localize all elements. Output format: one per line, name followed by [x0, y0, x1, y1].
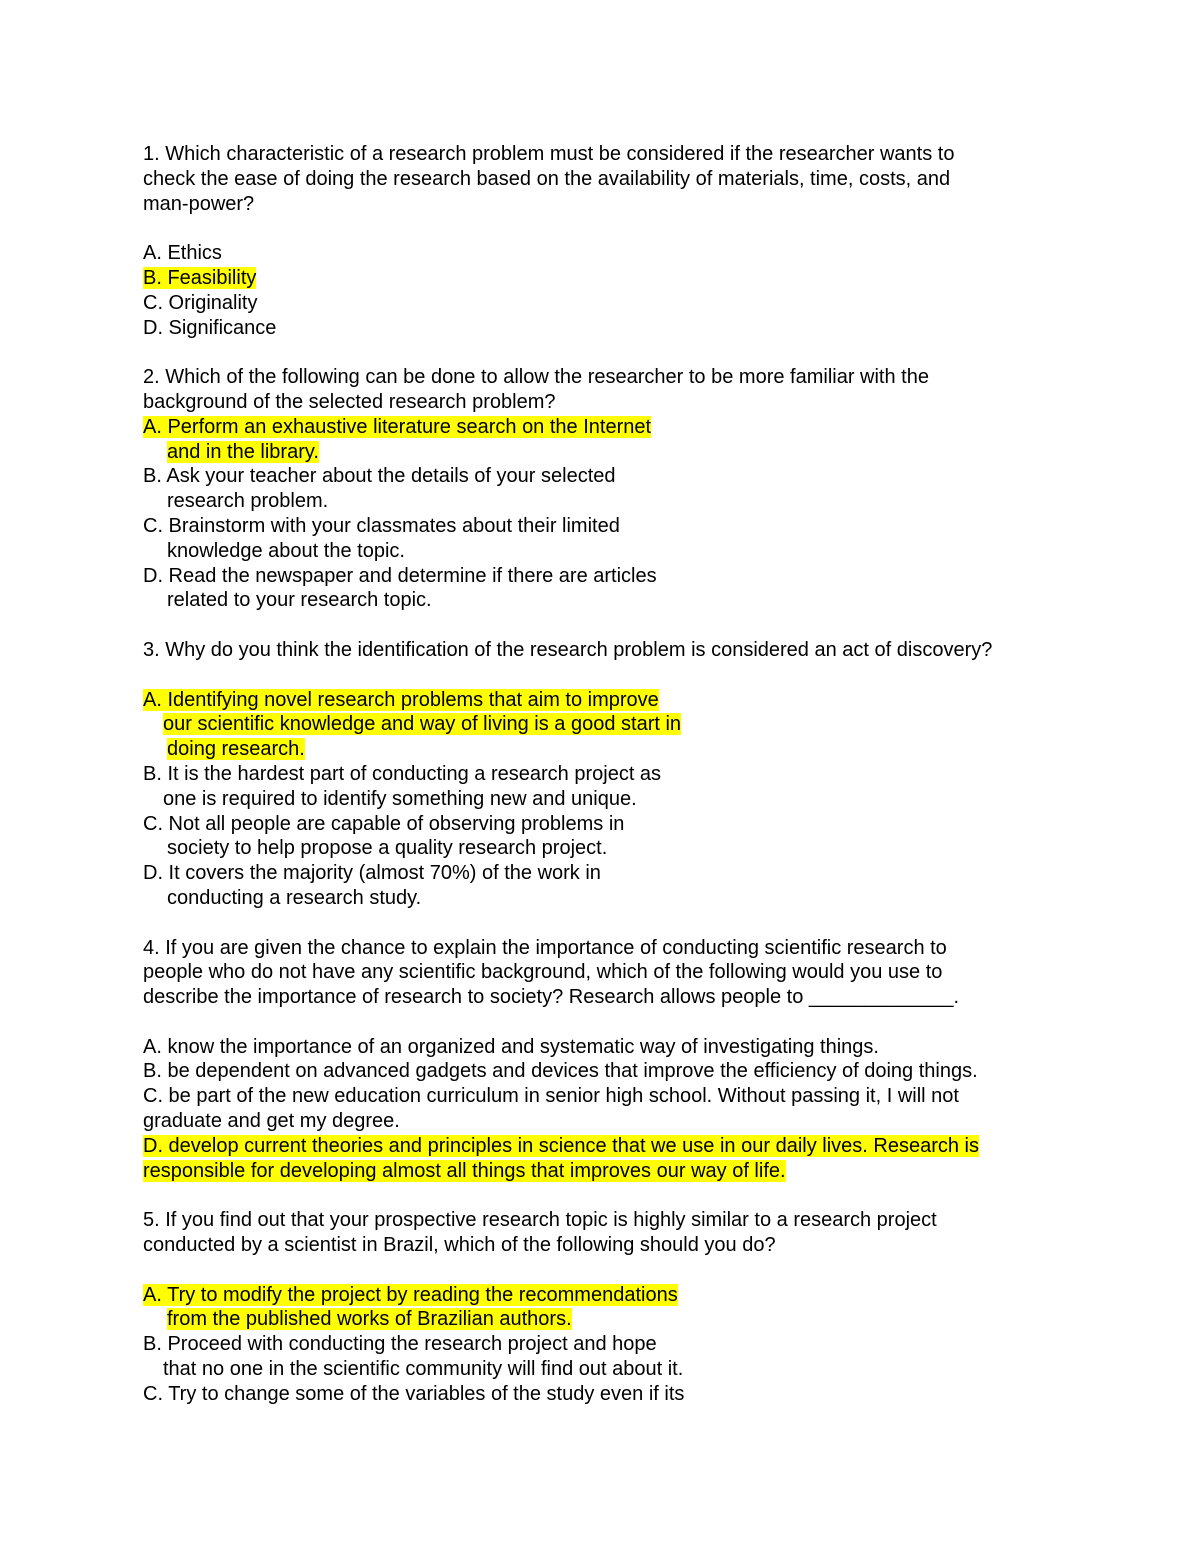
spacer: [143, 613, 1063, 638]
question-2-stem-line-1: 2. Which of the following can be done to allow the researcher to be more familiar with the: [143, 366, 929, 389]
question-3-option-d-line-1: D. It covers the majority (almost 70%) of the work in: [143, 862, 601, 885]
question-5-option-a-line-1: A. Try to modify the project by reading the recommendations: [143, 1283, 678, 1306]
question-4-option-d-line-1: D. develop current theories and principles in science that we use in our daily lives. Research is: [143, 1134, 979, 1157]
question-2-option-a-line-2: and in the library.: [167, 440, 319, 463]
question-4-option-d-line-2: responsible for developing almost all things that improves our way of life.: [143, 1159, 786, 1182]
question-3-option-d-line-2: conducting a research study.: [167, 886, 422, 909]
question-1-stem-line-1: 1. Which characteristic of a research problem must be considered if the researcher wants to: [143, 143, 955, 165]
question-1: [143, 142, 1063, 340]
question-5-stem-line-1: 5. If you find out that your prospective research topic is highly similar to a research project: [143, 1209, 937, 1232]
question-2-option-d-line-2: related to your research topic.: [167, 589, 432, 612]
question-4-option-b: B. be dependent on advanced gadgets and devices that improve the efficiency of doing things.: [143, 1060, 978, 1083]
question-5-option-b-line-1: B. Proceed with conducting the research project and hope: [143, 1333, 657, 1356]
question-4: [143, 936, 1063, 1184]
spacer: [143, 216, 1063, 241]
question-4-stem-line-2: people who do not have any scientific background, which of the following would you use to: [143, 961, 943, 984]
question-3: [143, 638, 1063, 911]
question-3-option-c-line-2: society to help propose a quality research project.: [167, 837, 608, 860]
question-3-stem: 3. Why do you think the identification of the research problem is considered an act of discovery?: [143, 638, 993, 661]
question-4-stem-line-3: describe the importance of research to society? Research allows people to _____________.: [143, 986, 960, 1009]
question-5: [143, 1208, 1063, 1406]
question-5-stem-line-2: conducted by a scientist in Brazil, which of the following should you do?: [143, 1234, 776, 1257]
question-3-option-a-line-3: doing research.: [167, 738, 305, 761]
spacer: [143, 1183, 1063, 1208]
spacer: [143, 663, 1063, 688]
question-2-stem-line-2: background of the selected research problem?: [143, 390, 556, 413]
question-1-option-d: D. Significance: [143, 316, 277, 339]
question-1-option-c: C. Originality: [143, 291, 258, 314]
spacer: [143, 1010, 1063, 1035]
question-2-option-b-line-1: B. Ask your teacher about the details of your selected: [143, 465, 616, 488]
spacer: [143, 911, 1063, 936]
question-2-option-c-line-1: C. Brainstorm with your classmates about their limited: [143, 514, 620, 537]
document-page: [143, 142, 1063, 1407]
question-2: [143, 365, 1063, 613]
question-1-stem-line-2: check the ease of doing the research based on the availability of materials, time, costs, and: [143, 167, 951, 190]
question-4-option-c-line-2: graduate and get my degree.: [143, 1110, 400, 1133]
question-2-option-a-line-1: A. Perform an exhaustive literature search on the Internet: [143, 415, 652, 438]
question-2-option-d-line-1: D. Read the newspaper and determine if there are articles: [143, 564, 657, 587]
spacer: [143, 340, 1063, 365]
question-5-option-c-line-1: C. Try to change some of the variables of the study even if its: [143, 1382, 685, 1405]
question-3-option-b-line-1: B. It is the hardest part of conducting a research project as: [143, 762, 662, 785]
question-3-option-a-line-2: our scientific knowledge and way of living is a good start in: [163, 713, 682, 736]
question-2-option-c-line-2: knowledge about the topic.: [167, 539, 405, 562]
question-3-option-c-line-1: C. Not all people are capable of observing problems in: [143, 812, 625, 835]
question-5-option-b-line-2: that no one in the scientific community will find out about it.: [163, 1358, 684, 1381]
question-4-stem-line-1: 4. If you are given the chance to explain the importance of conducting scientific research to: [143, 936, 947, 959]
question-3-option-b-line-2: one is required to identify something new and unique.: [163, 787, 637, 810]
question-5-option-a-line-2: from the published works of Brazilian authors.: [167, 1308, 572, 1331]
question-1-option-b-highlighted: B. Feasibility: [143, 266, 257, 289]
question-3-option-a-line-1: A. Identifying novel research problems that aim to improve: [143, 688, 659, 711]
question-4-option-a: A. know the importance of an organized and systematic way of investigating things.: [143, 1035, 879, 1058]
question-1-option-a: A. Ethics: [143, 242, 222, 265]
question-2-option-b-line-2: research problem.: [167, 490, 329, 513]
question-1-stem-line-3: man-power?: [143, 192, 255, 215]
question-4-option-c-line-1: C. be part of the new education curriculum in senior high school. Without passing it, I will not: [143, 1085, 959, 1108]
spacer: [143, 1258, 1063, 1283]
